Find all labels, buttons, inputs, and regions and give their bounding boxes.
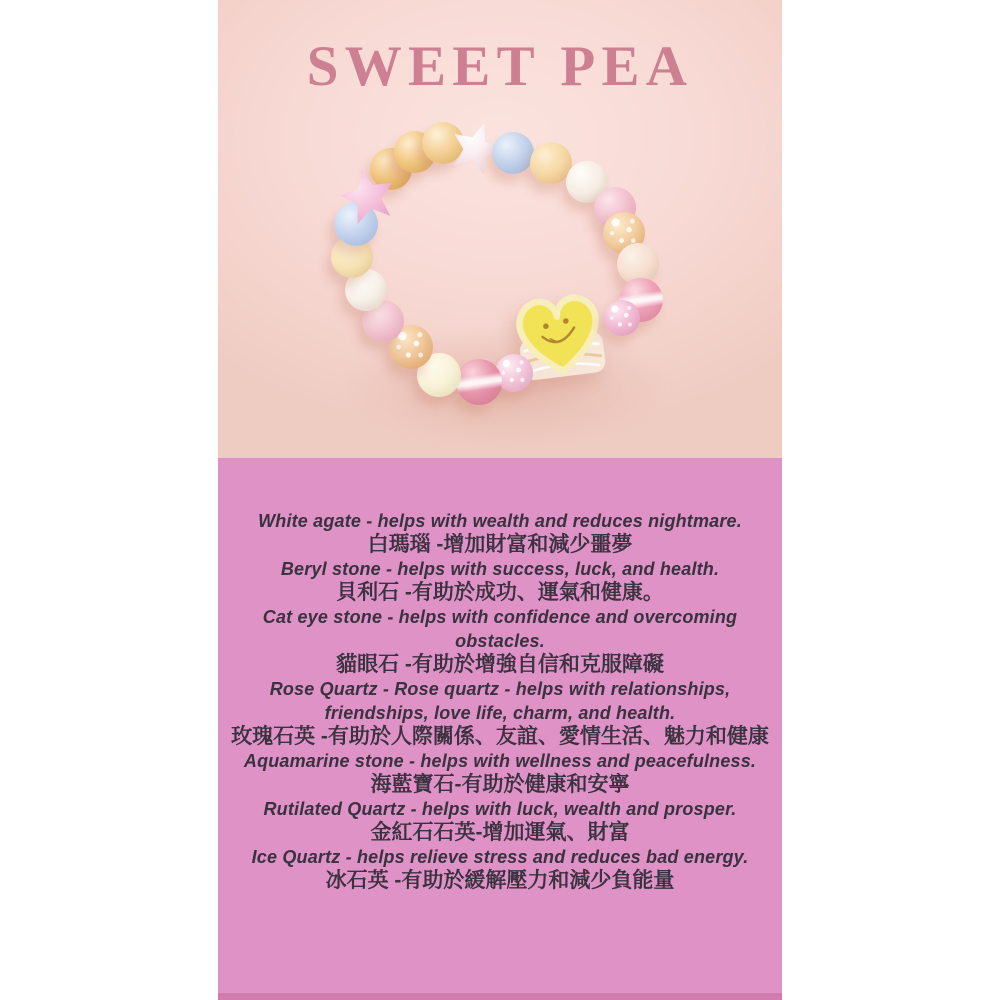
gold-bead-3 <box>422 122 464 164</box>
bottom-strip <box>218 993 782 1000</box>
stone-description-zh: 玫瑰石英 -有助於人際關係、友誼、愛情生活、魅力和健康 <box>231 725 769 748</box>
stone-description-en: White agate - helps with wealth and reduces nightmare. <box>258 511 742 531</box>
photo-section <box>218 0 782 458</box>
stone-description-zh: 冰石英 -有助於緩解壓力和減少負能量 <box>325 869 675 892</box>
stone-description-zh: 貓眼石 -有助於增強自信和克服障礙 <box>336 653 664 676</box>
stone-description-en: Aquamarine stone - helps with wellness and peacefulness. <box>243 751 757 771</box>
stone-description-en: Ice Quartz - helps relieve stress and reduces bad energy. <box>251 847 749 867</box>
stone-description-en: Rutilated Quartz - helps with luck, wealth and prosper. <box>263 799 737 819</box>
stone-description-en: Beryl stone - helps with success, luck, and health. <box>280 559 720 579</box>
description-section <box>218 458 782 1000</box>
stone-description-zh: 白瑪瑙 -增加財富和減少噩夢 <box>367 533 633 556</box>
blue-bead-1 <box>492 132 534 174</box>
product-card <box>218 0 782 1000</box>
stone-description-en: Cat eye stone - helps with confidence and overcoming obstacles. <box>262 607 738 651</box>
bracelet-photo <box>218 0 782 458</box>
pink-sparkle-bead-1 <box>604 300 640 336</box>
stone-description-en: Rose Quartz - Rose quartz - helps with relationships, friendships, love life, charm, and health. <box>269 679 731 723</box>
stone-description-zh: 貝利石 -有助於成功、運氣和健康。 <box>336 581 664 604</box>
stone-description-zh: 海藍寶石-有助於健康和安寧 <box>370 773 630 796</box>
stone-description-zh: 金紅石石英-增加運氣、財富 <box>370 821 630 844</box>
stone-list <box>218 509 782 893</box>
pink-cateye-bead-2 <box>456 359 502 405</box>
product-title: SWEET PEA <box>306 35 694 98</box>
